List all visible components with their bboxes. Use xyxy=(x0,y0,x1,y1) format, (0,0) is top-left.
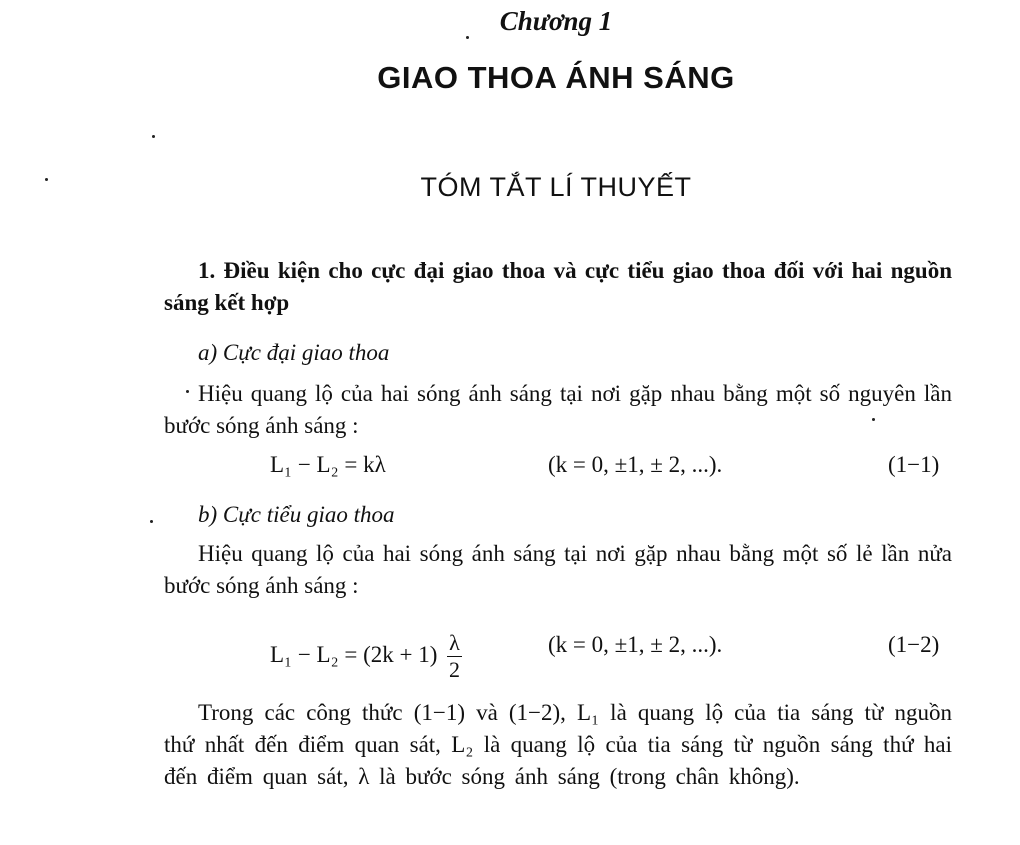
fraction-denominator: 2 xyxy=(448,657,460,682)
scan-speck xyxy=(186,390,189,393)
chapter-label: Chương 1 xyxy=(499,6,613,36)
formula-1-2 xyxy=(270,630,462,683)
subsection-b-title: b) Cực tiểu giao thoa xyxy=(198,502,395,527)
subsection-a-title: a) Cực đại giao thoa xyxy=(198,340,390,365)
formula-1-1-condition: (k = 0, ±1, ± 2, ...). xyxy=(548,452,723,477)
chapter-title: GIAO THOA ÁNH SÁNG xyxy=(377,60,735,95)
scan-speck xyxy=(150,520,153,523)
formula-1-1: L₁ − L₂ = kλ xyxy=(270,452,386,477)
conclusion-paragraph: Trong các công thức (1−1) và (1−2), L₁ là quang lộ của tia sáng từ nguồn thứ nhất đến điểm quan sát, L₂ là quang lộ của tia sáng từ nguồn sáng thứ hai đến điểm quan sát, λ là bước sóng ánh sáng (trong chân không). xyxy=(164,700,952,789)
formula-1-2-condition: (k = 0, ±1, ± 2, ...). xyxy=(548,632,723,657)
scan-speck xyxy=(45,178,48,181)
formula-1-2-left: L₁ − L₂ = (2k + 1) xyxy=(270,641,438,667)
scan-speck xyxy=(152,135,155,138)
subsection-a-text: Hiệu quang lộ của hai sóng ánh sáng tại nơi gặp nhau bằng một số nguyên lần bước sóng ánh sáng : xyxy=(164,381,952,438)
formula-1-1-number: (1−1) xyxy=(888,452,940,477)
formula-1-2-fraction xyxy=(447,630,462,683)
section-summary-title: TÓM TẮT LÍ THUYẾT xyxy=(420,172,692,202)
scan-speck xyxy=(872,418,875,421)
section-1-heading: 1. Điều kiện cho cực đại giao thoa và cực tiểu giao thoa đối với hai nguồn sáng kết hợp xyxy=(164,258,952,315)
formula-1-2-number: (1−2) xyxy=(888,632,940,657)
scan-speck xyxy=(466,36,469,39)
subsection-b-text: Hiệu quang lộ của hai sóng ánh sáng tại nơi gặp nhau bằng một số lẻ lần nửa bước sóng ánh sáng : xyxy=(164,541,952,598)
fraction-numerator: λ xyxy=(449,630,460,655)
